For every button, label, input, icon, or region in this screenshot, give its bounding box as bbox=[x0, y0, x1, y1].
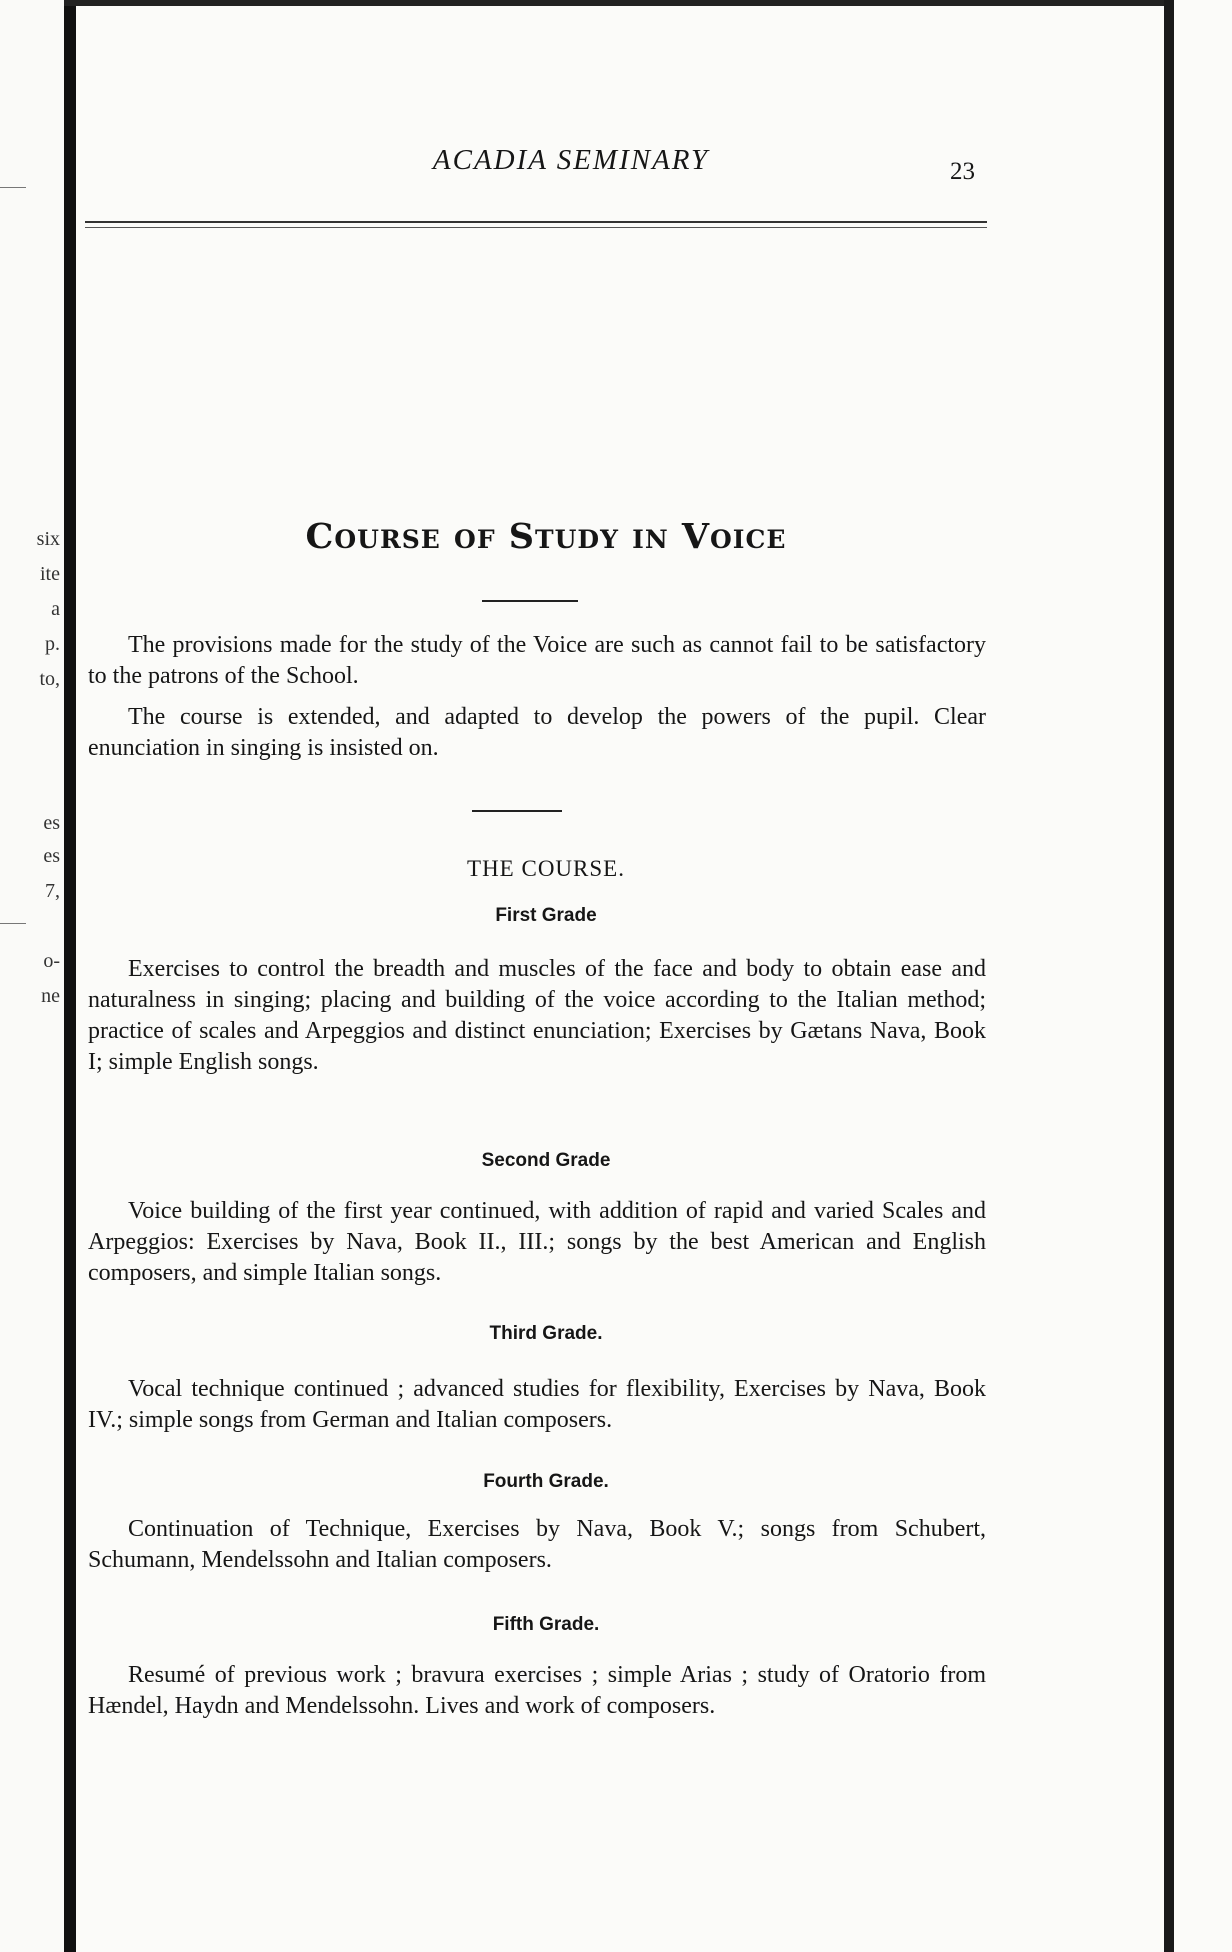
margin-fragment: ne bbox=[41, 985, 60, 1007]
margin-rule bbox=[0, 187, 26, 188]
grade-description: Voice building of the first year continued, with addition of rapid and varied Scales and Arpeggios: Exercises by Nava, Book II., III.; songs by the best American and English composers, and simple Italian songs. bbox=[88, 1198, 986, 1286]
margin-fragment: to, bbox=[39, 668, 60, 690]
grade-heading: First Grade bbox=[495, 905, 597, 926]
book-gutter bbox=[64, 0, 76, 1952]
margin-rule bbox=[0, 923, 26, 924]
page bbox=[76, 6, 1106, 1946]
page-number: 23 bbox=[950, 158, 975, 185]
grade-description: Continuation of Technique, Exercises by Nava, Book V.; songs from Schubert, Schumann, Mendelssohn and Italian composers. bbox=[88, 1516, 986, 1573]
intro-paragraph: The provisions made for the study of the Voice are such as cannot fail to be satisfactory to the patrons of the School. bbox=[88, 632, 986, 689]
margin-fragment: es bbox=[43, 812, 60, 834]
grade-heading: Third Grade. bbox=[489, 1323, 603, 1344]
right-margin bbox=[1174, 0, 1232, 1952]
margin-fragment: ite bbox=[40, 563, 60, 585]
grade-heading: Fourth Grade. bbox=[483, 1471, 609, 1492]
intro-paragraph: The course is extended, and adapted to develop the powers of the pupil. Clear enunciation in singing is insisted on. bbox=[88, 704, 986, 761]
margin-fragment: p. bbox=[45, 633, 60, 655]
grade-description: Vocal technique continued ; advanced studies for flexibility, Exercises by Nava, Book IV.; simple songs from German and Italian composers. bbox=[88, 1376, 986, 1433]
margin-fragment: o- bbox=[43, 950, 60, 972]
grade-description: Exercises to control the breadth and muscles of the face and body to obtain ease and naturalness in singing; placing and building of the voice according to the Italian method; practice of scales and Arpeggios and distinct enunciation; Exercises by Gætans Nava, Book I; simple English songs. bbox=[88, 956, 986, 1075]
header-rule bbox=[85, 221, 987, 223]
header-rule-thin bbox=[85, 227, 987, 228]
title-rule bbox=[482, 600, 578, 602]
margin-fragment: six bbox=[36, 528, 60, 550]
margin-fragment: a bbox=[51, 598, 60, 620]
page-title: Course of Study in Voice bbox=[305, 516, 787, 557]
running-title: ACADIA SEMINARY bbox=[432, 144, 710, 176]
grade-description: Resumé of previous work ; bravura exercises ; simple Arias ; study of Oratorio from Hændel, Haydn and Mendelssohn. Lives and work of composers. bbox=[88, 1662, 986, 1719]
margin-fragment: 7, bbox=[45, 880, 60, 902]
section-rule bbox=[472, 810, 562, 812]
page-right-edge bbox=[1164, 0, 1174, 1952]
grade-heading: Fifth Grade. bbox=[492, 1614, 600, 1635]
margin-fragment: es bbox=[43, 845, 60, 867]
course-heading: THE COURSE. bbox=[467, 856, 625, 881]
previous-page-margin bbox=[0, 0, 64, 1952]
grade-heading: Second Grade bbox=[481, 1150, 611, 1171]
